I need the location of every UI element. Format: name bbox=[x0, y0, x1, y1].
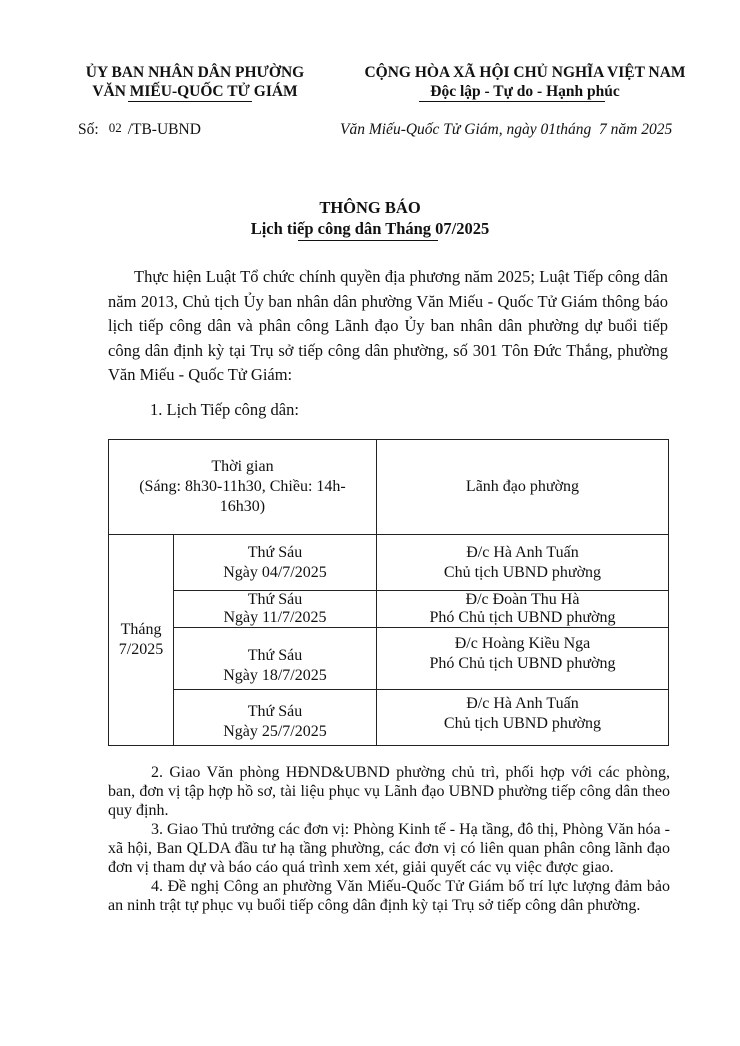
subtitle-underline bbox=[298, 240, 438, 241]
table-row bbox=[109, 628, 669, 690]
intro-paragraph: Thực hiện Luật Tổ chức chính quyền địa phương năm 2025; Luật Tiếp công dân năm 2013, Chủ tịch Ủy ban nhân dân phường Văn Miếu - Quốc Tử Giám thông báo lịch tiếp công dân và phân công Lãnh đạo Ủy ban nhân dân phường dự buổi tiếp công dân định kỳ tại Trụ sở tiếp công dân phường, số 301 Tôn Đức Thắng, phường Văn Miếu - Quốc Tử Giám: bbox=[108, 267, 668, 385]
schedule-table bbox=[108, 439, 669, 746]
date-cell bbox=[174, 690, 377, 746]
agency-line-1: ỦY BAN NHÂN DÂN PHƯỜNG bbox=[85, 64, 305, 81]
agency-line-2: VĂN MIẾU-QUỐC TỬ GIÁM bbox=[92, 83, 298, 100]
leader-header: Lãnh đạo phường bbox=[376, 440, 668, 535]
table-row bbox=[109, 591, 669, 628]
note-item-3: 3. Giao Thủ trưởng các đơn vị: Phòng Kinh tế - Hạ tầng, đô thị, Phòng Văn hóa - xã hội, Ban QLDA đầu tư hạ tầng phường, các đơn vị có liên quan phân công lãnh đạo đơn vị tham dự và báo cáo quá trình xem xét, giải quyết các vụ việc được giao. bbox=[108, 821, 670, 876]
national-heading bbox=[345, 63, 705, 101]
table-row bbox=[109, 690, 669, 746]
so-number: 02 bbox=[108, 120, 122, 135]
leader-cell bbox=[376, 628, 668, 690]
agency-underline bbox=[128, 101, 252, 102]
leader-role: Chủ tịch UBND phường bbox=[443, 563, 602, 581]
date-label: Ngày 18/7/2025 bbox=[223, 667, 327, 684]
date-label: Ngày 25/7/2025 bbox=[223, 723, 327, 740]
assignment-notes bbox=[108, 763, 670, 915]
day-label: Thứ Sáu bbox=[247, 647, 303, 664]
table-header-row bbox=[109, 440, 669, 535]
date-cell bbox=[174, 628, 377, 690]
month-text: Tháng 7/2025 bbox=[118, 621, 164, 658]
national-motto: Độc lập - Tự do - Hạnh phúc bbox=[430, 83, 620, 100]
leader-role: Phó Chủ tịch UBND phường bbox=[429, 609, 616, 626]
document-title: THÔNG BÁO bbox=[319, 198, 421, 217]
leader-role: Chủ tịch UBND phường bbox=[443, 715, 602, 732]
motto-underline bbox=[419, 101, 605, 102]
place-date: Văn Miếu-Quốc Tử Giám, ngày 01tháng 7 năm 2025 bbox=[340, 121, 673, 138]
note-item-4: 4. Đề nghị Công an phường Văn Miếu-Quốc Tử Giám bố trí lực lượng đảm bảo an ninh trật tự phục vụ buổi tiếp công dân định kỳ tại Trụ sở tiếp công dân phường. bbox=[108, 878, 670, 914]
note-item-2: 2. Giao Văn phòng HĐND&UBND phường chủ trì, phối hợp với các phòng, ban, đơn vị tập hợp hồ sơ, tài liệu phục vụ Lãnh đạo UBND phường tiếp công dân theo quy định. bbox=[108, 764, 670, 819]
time-header bbox=[109, 440, 377, 535]
leader-name: Đ/c Hoàng Kiều Nga bbox=[454, 635, 591, 652]
issuing-agency bbox=[60, 63, 330, 101]
day-label: Thứ Sáu bbox=[247, 543, 303, 561]
leader-name: Đ/c Hà Anh Tuấn bbox=[466, 543, 579, 561]
table-row bbox=[109, 535, 669, 591]
leader-name: Đ/c Hà Anh Tuấn bbox=[466, 695, 579, 712]
time-header-text: Thời gian (Sáng: 8h30-11h30, Chiều: 14h-16h30) bbox=[139, 458, 346, 515]
date-cell bbox=[174, 535, 377, 591]
date-label: Ngày 04/7/2025 bbox=[223, 563, 327, 581]
document-subtitle: Lịch tiếp công dân Tháng 07/2025 bbox=[250, 219, 490, 238]
month-cell bbox=[109, 535, 174, 746]
national-title: CỘNG HÒA XÃ HỘI CHỦ NGHĨA VIỆT NAM bbox=[364, 64, 686, 81]
date-cell bbox=[174, 591, 377, 628]
document-number bbox=[78, 121, 201, 139]
leader-cell bbox=[376, 591, 668, 628]
day-label: Thứ Sáu bbox=[247, 591, 303, 608]
leader-role: Phó Chủ tịch UBND phường bbox=[429, 655, 616, 672]
so-suffix: /TB-UBND bbox=[127, 121, 201, 138]
leader-cell bbox=[376, 535, 668, 591]
leader-name: Đ/c Đoàn Thu Hà bbox=[465, 591, 580, 608]
day-label: Thứ Sáu bbox=[247, 703, 303, 720]
date-label: Ngày 11/7/2025 bbox=[223, 609, 327, 626]
item-1-heading: 1. Lịch Tiếp công dân: bbox=[150, 400, 299, 419]
so-label: Số: bbox=[78, 121, 99, 138]
leader-cell bbox=[376, 690, 668, 746]
